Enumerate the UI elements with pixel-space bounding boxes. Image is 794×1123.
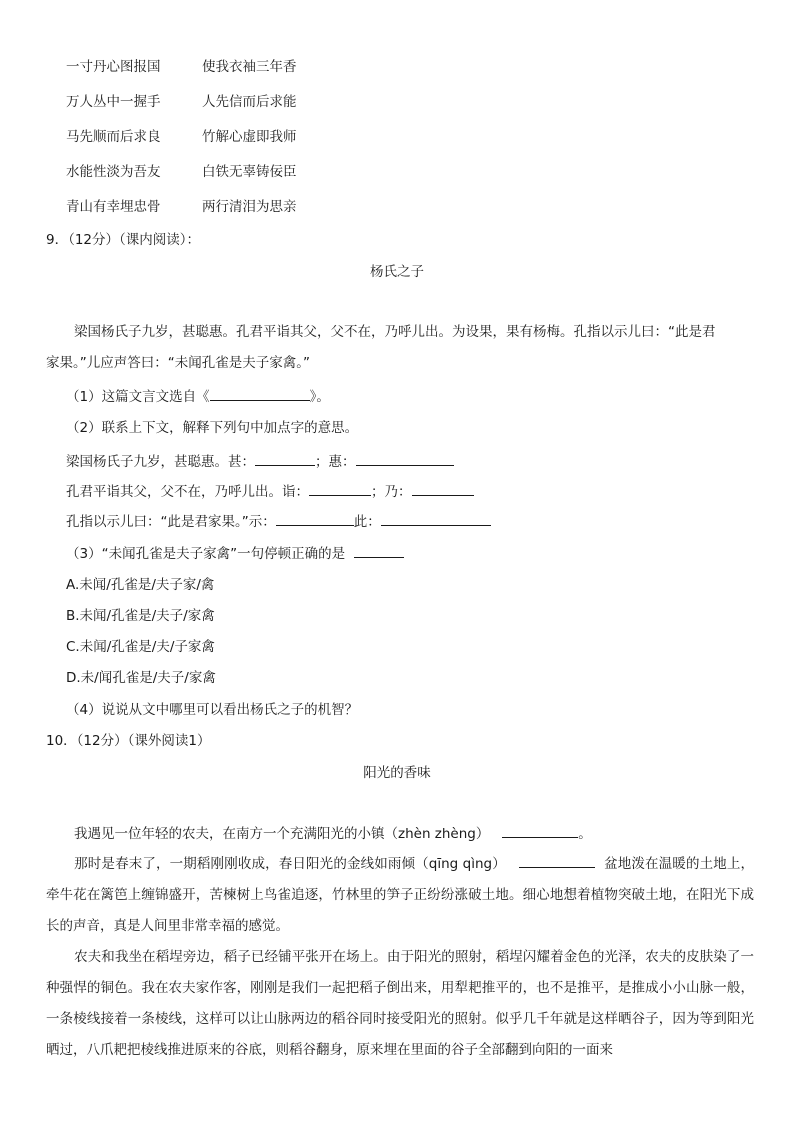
q9-sub3-text: （3）“未闻孔雀是夫子家禽”一句停顿正确的是 bbox=[66, 546, 346, 562]
q9-sub2-line-1 bbox=[66, 451, 454, 472]
q10-para-1-end: 。 bbox=[578, 826, 592, 842]
q10-para-2-b: 盆地泼在温暖的土地上，牵牛花在篱笆上缠锦盛开，苦楝树上鸟雀追逐，竹林里的笋子正纷纷涨破土地。细心地想着植物突破土地，在阳光下成长的声音，真是人间里非常幸福的感觉。 bbox=[46, 856, 755, 934]
option-b[interactable]: B.未闻/孔雀是/夫子/家禽 bbox=[66, 608, 215, 624]
q9-sub1-suffix: 》。 bbox=[309, 389, 330, 405]
q9-text-line-2: 家果。”儿应声答曰：“未闻孔雀是夫子家禽。” bbox=[46, 355, 310, 371]
pair-left-4: 水能性淡为吾友 bbox=[66, 164, 161, 180]
pair-left-2: 万人丛中一握手 bbox=[66, 94, 161, 110]
q9-sub3-blank[interactable] bbox=[354, 543, 404, 558]
q9-sub2-line-2-a: 孔君平诣其父，父不在，乃呼儿出。诣： bbox=[66, 484, 309, 500]
q10-para-3 bbox=[46, 942, 754, 1066]
blank-zhen[interactable] bbox=[502, 823, 578, 838]
q9-sub4: （4）说说从文中哪里可以看出杨氏之子的机智？ bbox=[66, 702, 359, 718]
pair-right-1: 使我衣袖三年香 bbox=[202, 59, 297, 75]
q10-para-3-text: 农夫和我坐在稻埕旁边，稻子已经铺平张开在场上。由于阳光的照射，稻埕闪耀着金色的光泽，农夫的皮肤染了一种强悍的铜色。我在农夫家作客，刚刚是我们一起把稻子倒出来，用犁耙推平的，也不是推平，是推成小小山脉一般，一条棱线接着一条棱线，这样可以让山脉两边的稻谷同时接受阳光的照射。似乎几千年就是这样晒谷子，因为等到阳光晒过，八爪耙把棱线推进原来的谷底，则稻谷翻身，原来埋在里面的谷子全部翻到向阳的一面来 bbox=[46, 949, 754, 1058]
q9-sub2-line-2 bbox=[66, 481, 474, 502]
blank-ci[interactable] bbox=[381, 511, 491, 526]
option-c[interactable]: C.未闻/孔雀是/夫/子家禽 bbox=[66, 639, 215, 655]
q9-title: 杨氏之子 bbox=[370, 264, 424, 280]
q9-sub1-prefix: （1）这篇文言文选自《 bbox=[66, 389, 210, 405]
q9-sub2-line-1-b: ；惠： bbox=[315, 454, 356, 470]
pair-right-4: 白铁无辜铸佞臣 bbox=[202, 164, 297, 180]
blank-shen[interactable] bbox=[255, 451, 315, 466]
q10-para-2-a: 那时是春末了，一期稻刚刚收成，春日阳光的金线如雨倾（qīng qìng） bbox=[74, 856, 506, 872]
q9-header: 9．（12分）（课内阅读）： bbox=[46, 232, 201, 248]
q9-sub1 bbox=[66, 386, 330, 407]
q9-sub2-line-3-a: 孔指以示儿曰：“此是君家果。”示： bbox=[66, 514, 276, 530]
q10-title: 阳光的香味 bbox=[363, 765, 431, 781]
pair-left-1: 一寸丹心图报国 bbox=[66, 59, 161, 75]
option-a[interactable]: A.未闻/孔雀是/夫子家/禽 bbox=[66, 577, 215, 593]
blank-nai[interactable] bbox=[412, 481, 474, 496]
q9-sub2: （2）联系上下文，解释下列句中加点字的意思。 bbox=[66, 420, 359, 436]
q9-sub1-blank[interactable] bbox=[210, 386, 310, 401]
q9-sub2-line-3 bbox=[66, 511, 491, 532]
blank-yi[interactable] bbox=[309, 481, 371, 496]
q9-text-line-1: 梁国杨氏子九岁，甚聪惠。孔君平诣其父，父不在，乃呼儿出。为设果，果有杨梅。孔指以示儿曰：“此是君 bbox=[74, 324, 716, 340]
q9-sub2-line-2-b: ；乃： bbox=[371, 484, 412, 500]
q10-para-1-text: 我遇见一位年轻的农夫，在南方一个充满阳光的小镇（zhèn zhèng） bbox=[74, 826, 490, 842]
pair-right-2: 人先信而后求能 bbox=[202, 94, 297, 110]
blank-qing[interactable] bbox=[519, 853, 595, 868]
q10-header: 10．（12分）（课外阅读1） bbox=[46, 733, 211, 749]
option-d[interactable]: D.未/闻孔雀是/夫子/家禽 bbox=[66, 670, 216, 686]
q9-sub2-line-3-b: 此： bbox=[353, 514, 381, 530]
q10-para-1 bbox=[74, 823, 592, 844]
q10-para-2 bbox=[46, 849, 754, 942]
pair-right-3: 竹解心虚即我师 bbox=[202, 129, 297, 145]
blank-shi[interactable] bbox=[276, 511, 354, 526]
pair-left-3: 马先顺而后求良 bbox=[66, 129, 161, 145]
pair-left-5: 青山有幸埋忠骨 bbox=[66, 199, 161, 215]
q9-sub2-line-1-a: 梁国杨氏子九岁，甚聪惠。甚： bbox=[66, 454, 255, 470]
q9-sub3 bbox=[66, 543, 404, 564]
pair-right-5: 两行清泪为思亲 bbox=[202, 199, 297, 215]
blank-hui[interactable] bbox=[356, 451, 454, 466]
